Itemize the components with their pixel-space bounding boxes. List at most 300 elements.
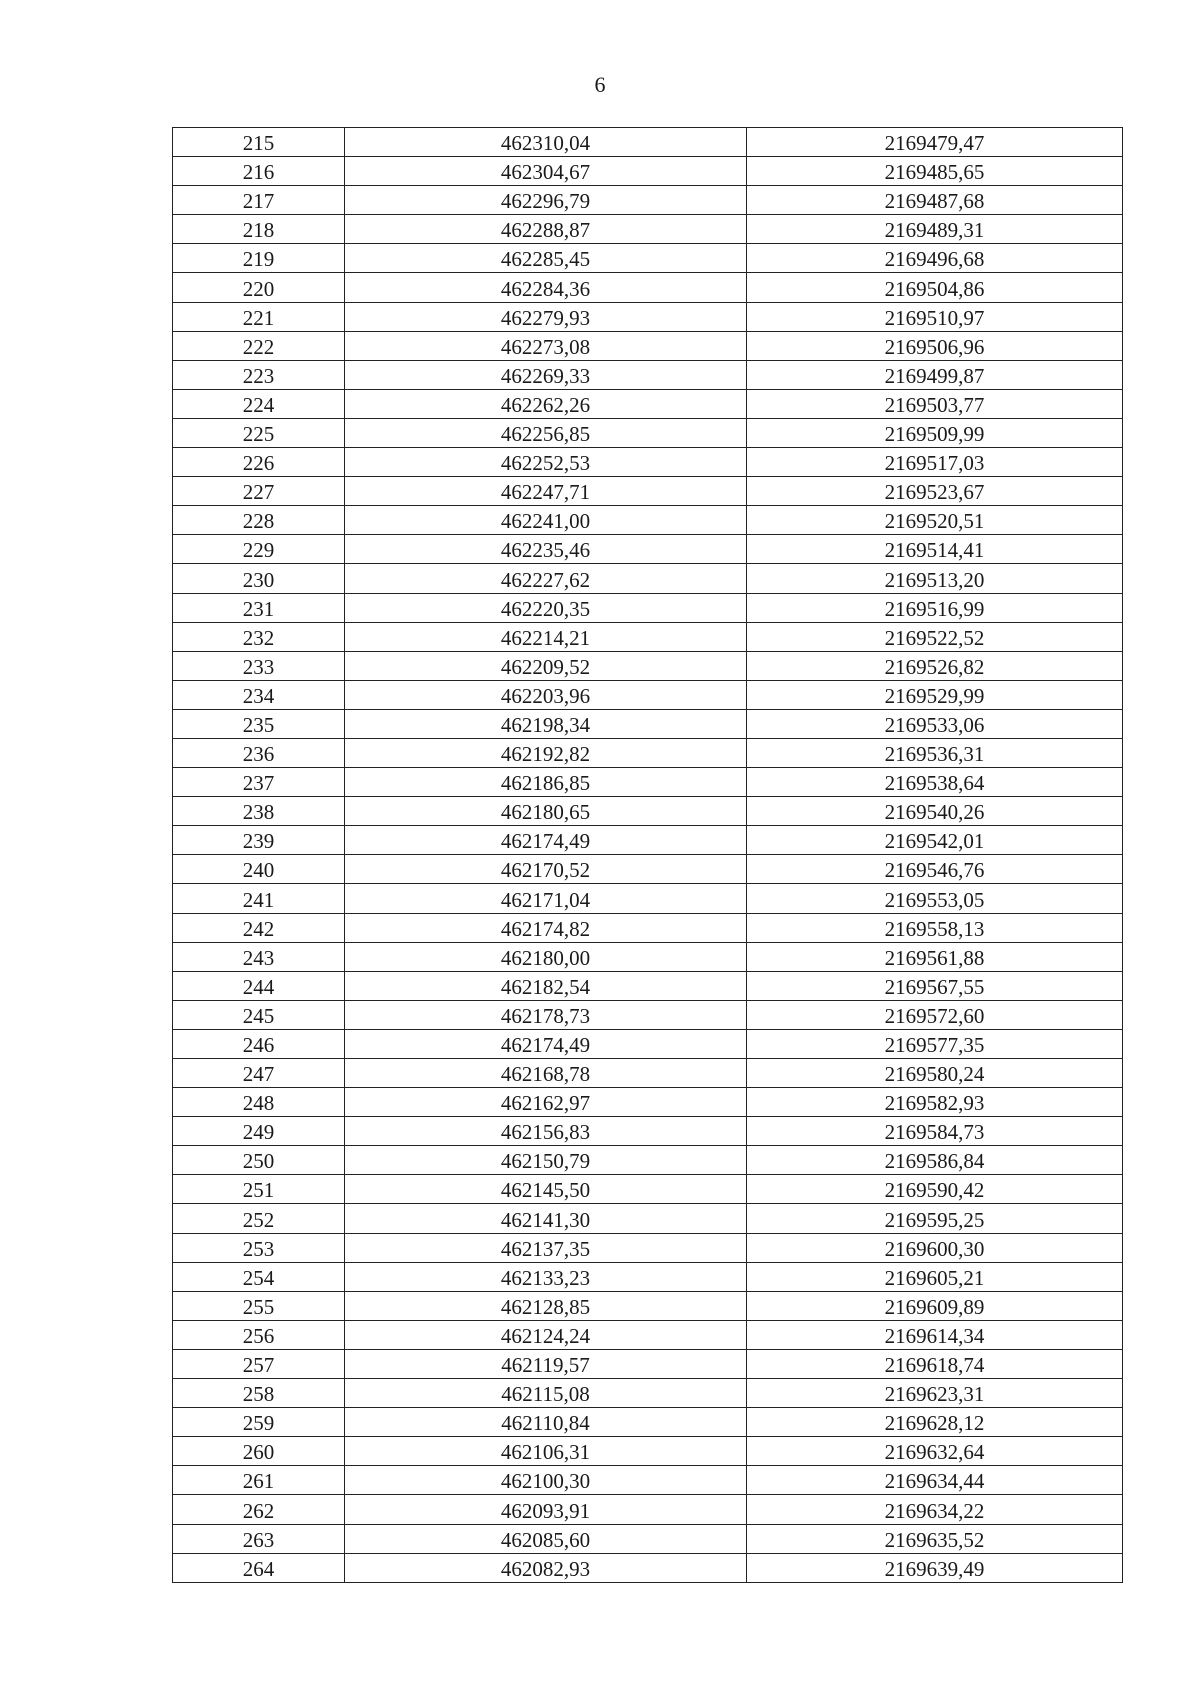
x-coordinate-cell <box>345 244 747 273</box>
point-number-cell-text: 250 <box>242 1149 275 1174</box>
y-coordinate-cell <box>747 1408 1123 1437</box>
point-number-cell-text: 224 <box>242 392 275 417</box>
point-number-cell <box>173 1146 345 1175</box>
x-coordinate-cell <box>345 913 747 942</box>
y-coordinate-cell <box>747 855 1123 884</box>
x-coordinate-cell-text: 462115,08 <box>501 1382 590 1407</box>
point-number-cell-text: 227 <box>242 480 275 505</box>
table-row <box>173 738 1123 767</box>
point-number-cell-text: 222 <box>242 334 275 359</box>
x-coordinate-cell <box>345 1495 747 1524</box>
y-coordinate-cell <box>747 1553 1123 1582</box>
x-coordinate-cell-text: 462162,97 <box>500 1091 591 1116</box>
x-coordinate-cell-text: 462209,52 <box>500 654 591 679</box>
x-coordinate-cell-text: 462241,00 <box>500 509 591 534</box>
point-number-cell <box>173 913 345 942</box>
x-coordinate-cell-text: 462304,67 <box>500 160 591 185</box>
y-coordinate-cell-text: 2169509,99 <box>884 422 985 447</box>
table-row <box>173 1437 1123 1466</box>
table-row <box>173 360 1123 389</box>
table-row <box>173 1117 1123 1146</box>
x-coordinate-cell-text: 462269,33 <box>500 363 591 388</box>
point-number-cell <box>173 1233 345 1262</box>
table-row <box>173 768 1123 797</box>
x-coordinate-cell <box>345 884 747 913</box>
table-row <box>173 1524 1123 1553</box>
y-coordinate-cell-text: 2169628,12 <box>884 1411 985 1436</box>
x-coordinate-cell-text: 462174,49 <box>500 1033 591 1057</box>
table-row <box>173 1175 1123 1204</box>
x-coordinate-cell <box>345 448 747 477</box>
point-number-cell-text: 228 <box>242 509 275 534</box>
x-coordinate-cell <box>345 506 747 535</box>
y-coordinate-cell <box>747 331 1123 360</box>
table-row <box>173 477 1123 506</box>
y-coordinate-cell-text: 2169533,06 <box>884 712 985 737</box>
y-coordinate-cell <box>747 215 1123 244</box>
x-coordinate-cell-text: 462182,54 <box>500 974 591 999</box>
point-number-cell <box>173 1000 345 1029</box>
point-number-cell <box>173 1524 345 1553</box>
point-number-cell-text: 230 <box>242 567 275 592</box>
table-row <box>173 1466 1123 1495</box>
table-row <box>173 1088 1123 1117</box>
point-number-cell <box>173 302 345 331</box>
x-coordinate-cell-text: 462085,60 <box>500 1527 591 1552</box>
x-coordinate-cell-text: 462273,08 <box>500 334 591 359</box>
table-row <box>173 1495 1123 1524</box>
table-row <box>173 1059 1123 1088</box>
point-number-cell-text: 264 <box>242 1556 275 1581</box>
y-coordinate-cell-text: 2169529,99 <box>884 683 985 708</box>
coordinates-table-body <box>173 128 1123 1583</box>
x-coordinate-cell-text: 462279,93 <box>500 305 591 330</box>
table-row <box>173 186 1123 215</box>
x-coordinate-cell-text: 462174,49 <box>500 829 591 854</box>
point-number-cell-text: 234 <box>242 683 275 708</box>
x-coordinate-cell <box>345 273 747 302</box>
x-coordinate-cell-text: 462171,04 <box>500 887 591 912</box>
y-coordinate-cell-text: 2169605,21 <box>884 1265 985 1290</box>
x-coordinate-cell <box>345 535 747 564</box>
table-row <box>173 506 1123 535</box>
y-coordinate-cell-text: 2169499,87 <box>884 363 985 388</box>
y-coordinate-cell <box>747 942 1123 971</box>
x-coordinate-cell <box>345 709 747 738</box>
x-coordinate-cell-text: 462124,24 <box>500 1323 591 1348</box>
table-row <box>173 1408 1123 1437</box>
x-coordinate-cell <box>345 477 747 506</box>
y-coordinate-cell <box>747 418 1123 447</box>
point-number-cell-text: 246 <box>242 1033 275 1057</box>
point-number-cell-text: 215 <box>242 131 275 156</box>
table-row <box>173 418 1123 447</box>
point-number-cell-text: 216 <box>242 160 275 185</box>
x-coordinate-cell-text: 462174,82 <box>500 916 591 941</box>
table-row <box>173 157 1123 186</box>
y-coordinate-cell-text: 2169639,49 <box>884 1556 985 1581</box>
y-coordinate-cell <box>747 535 1123 564</box>
x-coordinate-cell <box>345 1349 747 1378</box>
y-coordinate-cell <box>747 244 1123 273</box>
point-number-cell <box>173 215 345 244</box>
y-coordinate-cell <box>747 128 1123 157</box>
x-coordinate-cell <box>345 1524 747 1553</box>
point-number-cell-text: 253 <box>242 1236 275 1261</box>
table-row <box>173 1291 1123 1320</box>
y-coordinate-cell <box>747 709 1123 738</box>
point-number-cell-text: 229 <box>242 538 275 563</box>
y-coordinate-cell-text: 2169542,01 <box>884 829 985 854</box>
x-coordinate-cell-text: 462110,84 <box>501 1411 590 1436</box>
table-row <box>173 622 1123 651</box>
point-number-cell-text: 247 <box>242 1062 275 1087</box>
point-number-cell-text: 259 <box>242 1411 275 1436</box>
x-coordinate-cell <box>345 1029 747 1058</box>
x-coordinate-cell-text: 462203,96 <box>500 683 591 708</box>
table-row <box>173 651 1123 680</box>
table-row <box>173 535 1123 564</box>
x-coordinate-cell <box>345 1117 747 1146</box>
point-number-cell <box>173 448 345 477</box>
point-number-cell <box>173 826 345 855</box>
x-coordinate-cell <box>345 738 747 767</box>
x-coordinate-cell <box>345 128 747 157</box>
y-coordinate-cell-text: 2169609,89 <box>884 1294 985 1319</box>
y-coordinate-cell <box>747 1320 1123 1349</box>
x-coordinate-cell-text: 462145,50 <box>500 1178 591 1203</box>
point-number-cell-text: 249 <box>242 1120 275 1145</box>
point-number-cell <box>173 1059 345 1088</box>
point-number-cell-text: 242 <box>242 916 275 941</box>
point-number-cell <box>173 1553 345 1582</box>
point-number-cell-text: 262 <box>242 1498 275 1523</box>
x-coordinate-cell <box>345 1466 747 1495</box>
point-number-cell <box>173 1117 345 1146</box>
x-coordinate-cell-text: 462296,79 <box>500 189 591 214</box>
x-coordinate-cell-text: 462141,30 <box>500 1207 591 1232</box>
y-coordinate-cell-text: 2169538,64 <box>884 771 985 796</box>
x-coordinate-cell <box>345 1379 747 1408</box>
y-coordinate-cell <box>747 797 1123 826</box>
x-coordinate-cell-text: 462082,93 <box>500 1556 591 1581</box>
x-coordinate-cell <box>345 1553 747 1582</box>
y-coordinate-cell-text: 2169485,65 <box>884 160 985 185</box>
point-number-cell <box>173 128 345 157</box>
y-coordinate-cell <box>747 1175 1123 1204</box>
point-number-cell-text: 236 <box>242 742 275 767</box>
table-row <box>173 389 1123 418</box>
x-coordinate-cell-text: 462262,26 <box>500 392 591 417</box>
x-coordinate-cell-text: 462285,45 <box>500 247 591 272</box>
y-coordinate-cell-text: 2169618,74 <box>884 1353 985 1378</box>
y-coordinate-cell <box>747 1349 1123 1378</box>
y-coordinate-cell-text: 2169572,60 <box>884 1003 985 1028</box>
x-coordinate-cell <box>345 157 747 186</box>
point-number-cell-text: 256 <box>242 1323 275 1348</box>
point-number-cell <box>173 680 345 709</box>
y-coordinate-cell <box>747 1059 1123 1088</box>
y-coordinate-cell <box>747 1204 1123 1233</box>
x-coordinate-cell-text: 462180,65 <box>500 800 591 825</box>
table-row <box>173 1029 1123 1058</box>
point-number-cell <box>173 506 345 535</box>
x-coordinate-cell <box>345 797 747 826</box>
table-row <box>173 826 1123 855</box>
point-number-cell <box>173 1349 345 1378</box>
y-coordinate-cell <box>747 1379 1123 1408</box>
y-coordinate-cell-text: 2169632,64 <box>884 1440 985 1465</box>
y-coordinate-cell-text: 2169553,05 <box>884 887 985 912</box>
x-coordinate-cell <box>345 1291 747 1320</box>
point-number-cell-text: 252 <box>242 1207 275 1232</box>
x-coordinate-cell-text: 462198,34 <box>500 712 591 737</box>
point-number-cell-text: 258 <box>242 1382 275 1407</box>
table-row <box>173 593 1123 622</box>
y-coordinate-cell-text: 2169634,22 <box>884 1498 985 1523</box>
point-number-cell <box>173 535 345 564</box>
x-coordinate-cell-text: 462093,91 <box>500 1498 591 1523</box>
table-row <box>173 1379 1123 1408</box>
y-coordinate-cell-text: 2169479,47 <box>884 131 985 156</box>
x-coordinate-cell <box>345 1000 747 1029</box>
point-number-cell-text: 257 <box>242 1353 275 1378</box>
x-coordinate-cell <box>345 389 747 418</box>
y-coordinate-cell <box>747 477 1123 506</box>
point-number-cell <box>173 1029 345 1058</box>
point-number-cell-text: 255 <box>242 1294 275 1319</box>
y-coordinate-cell-text: 2169614,34 <box>884 1323 985 1348</box>
x-coordinate-cell <box>345 564 747 593</box>
y-coordinate-cell-text: 2169510,97 <box>884 305 985 330</box>
x-coordinate-cell-text: 462256,85 <box>500 422 591 447</box>
x-coordinate-cell <box>345 971 747 1000</box>
point-number-cell-text: 243 <box>242 945 275 970</box>
y-coordinate-cell-text: 2169526,82 <box>884 654 985 679</box>
point-number-cell <box>173 564 345 593</box>
y-coordinate-cell-text: 2169516,99 <box>884 596 985 621</box>
y-coordinate-cell <box>747 738 1123 767</box>
point-number-cell <box>173 738 345 767</box>
point-number-cell <box>173 622 345 651</box>
point-number-cell-text: 232 <box>242 625 275 650</box>
point-number-cell <box>173 389 345 418</box>
x-coordinate-cell-text: 462247,71 <box>500 480 591 505</box>
x-coordinate-cell-text: 462192,82 <box>500 742 591 767</box>
x-coordinate-cell <box>345 855 747 884</box>
x-coordinate-cell-text: 462180,00 <box>500 945 591 970</box>
point-number-cell-text: 231 <box>242 596 275 621</box>
x-coordinate-cell-text: 462133,23 <box>500 1265 591 1290</box>
table-row <box>173 244 1123 273</box>
table-row <box>173 1146 1123 1175</box>
y-coordinate-cell-text: 2169558,13 <box>884 916 985 941</box>
point-number-cell <box>173 1466 345 1495</box>
point-number-cell <box>173 244 345 273</box>
y-coordinate-cell-text: 2169600,30 <box>884 1236 985 1261</box>
table-row <box>173 797 1123 826</box>
x-coordinate-cell-text: 462106,31 <box>500 1440 591 1465</box>
point-number-cell-text: 233 <box>242 654 275 679</box>
y-coordinate-cell <box>747 302 1123 331</box>
y-coordinate-cell <box>747 1466 1123 1495</box>
y-coordinate-cell <box>747 1495 1123 1524</box>
point-number-cell-text: 240 <box>242 858 275 883</box>
y-coordinate-cell <box>747 1291 1123 1320</box>
y-coordinate-cell-text: 2169582,93 <box>884 1091 985 1116</box>
y-coordinate-cell <box>747 389 1123 418</box>
y-coordinate-cell-text: 2169546,76 <box>884 858 985 883</box>
table-row <box>173 1349 1123 1378</box>
table-row <box>173 1320 1123 1349</box>
table-row <box>173 448 1123 477</box>
x-coordinate-cell <box>345 942 747 971</box>
table-row <box>173 215 1123 244</box>
x-coordinate-cell <box>345 593 747 622</box>
x-coordinate-cell <box>345 1175 747 1204</box>
x-coordinate-cell-text: 462168,78 <box>500 1062 591 1087</box>
table-row <box>173 564 1123 593</box>
point-number-cell <box>173 331 345 360</box>
y-coordinate-cell <box>747 186 1123 215</box>
y-coordinate-cell-text: 2169503,77 <box>884 392 985 417</box>
y-coordinate-cell-text: 2169523,67 <box>884 480 985 505</box>
y-coordinate-cell-text: 2169504,86 <box>884 276 985 301</box>
y-coordinate-cell <box>747 1029 1123 1058</box>
x-coordinate-cell-text: 462128,85 <box>500 1294 591 1319</box>
x-coordinate-cell-text: 462214,21 <box>500 625 591 650</box>
table-row <box>173 855 1123 884</box>
point-number-cell <box>173 797 345 826</box>
x-coordinate-cell-text: 462220,35 <box>500 596 591 621</box>
y-coordinate-cell <box>747 622 1123 651</box>
point-number-cell <box>173 1204 345 1233</box>
point-number-cell <box>173 651 345 680</box>
x-coordinate-cell <box>345 186 747 215</box>
y-coordinate-cell <box>747 506 1123 535</box>
x-coordinate-cell <box>345 826 747 855</box>
table-row <box>173 884 1123 913</box>
point-number-cell <box>173 186 345 215</box>
point-number-cell <box>173 273 345 302</box>
x-coordinate-cell <box>345 1233 747 1262</box>
point-number-cell-text: 218 <box>242 218 275 243</box>
x-coordinate-cell <box>345 1437 747 1466</box>
x-coordinate-cell-text: 462178,73 <box>500 1003 591 1028</box>
y-coordinate-cell <box>747 826 1123 855</box>
point-number-cell-text: 223 <box>242 363 275 388</box>
point-number-cell <box>173 1437 345 1466</box>
table-row <box>173 709 1123 738</box>
table-row <box>173 1233 1123 1262</box>
x-coordinate-cell-text: 462100,30 <box>500 1469 591 1494</box>
y-coordinate-cell <box>747 273 1123 302</box>
point-number-cell <box>173 768 345 797</box>
table-row <box>173 1000 1123 1029</box>
table-row <box>173 913 1123 942</box>
x-coordinate-cell-text: 462310,04 <box>500 131 591 156</box>
y-coordinate-cell <box>747 1262 1123 1291</box>
y-coordinate-cell-text: 2169561,88 <box>884 945 985 970</box>
x-coordinate-cell-text: 462288,87 <box>500 218 591 243</box>
y-coordinate-cell <box>747 564 1123 593</box>
y-coordinate-cell-text: 2169567,55 <box>884 974 985 999</box>
x-coordinate-cell-text: 462119,57 <box>501 1353 590 1378</box>
point-number-cell-text: 254 <box>242 1265 275 1290</box>
x-coordinate-cell <box>345 1262 747 1291</box>
x-coordinate-cell <box>345 1088 747 1117</box>
table-row <box>173 680 1123 709</box>
y-coordinate-cell <box>747 913 1123 942</box>
point-number-cell <box>173 1088 345 1117</box>
x-coordinate-cell <box>345 331 747 360</box>
point-number-cell <box>173 942 345 971</box>
y-coordinate-cell <box>747 884 1123 913</box>
x-coordinate-cell-text: 462170,52 <box>500 858 591 883</box>
point-number-cell <box>173 418 345 447</box>
x-coordinate-cell <box>345 360 747 389</box>
y-coordinate-cell-text: 2169595,25 <box>884 1207 985 1232</box>
y-coordinate-cell-text: 2169487,68 <box>884 189 985 214</box>
point-number-cell <box>173 1379 345 1408</box>
point-number-cell <box>173 1175 345 1204</box>
y-coordinate-cell-text: 2169517,03 <box>884 451 985 476</box>
y-coordinate-cell-text: 2169540,26 <box>884 800 985 825</box>
table-row <box>173 302 1123 331</box>
x-coordinate-cell <box>345 1059 747 1088</box>
page-number: 6 <box>594 72 606 97</box>
point-number-cell-text: 241 <box>242 887 275 912</box>
point-number-cell-text: 248 <box>242 1091 275 1116</box>
x-coordinate-cell <box>345 651 747 680</box>
x-coordinate-cell <box>345 1204 747 1233</box>
point-number-cell-text: 245 <box>242 1003 275 1028</box>
y-coordinate-cell <box>747 768 1123 797</box>
x-coordinate-cell-text: 462186,85 <box>500 771 591 796</box>
y-coordinate-cell-text: 2169522,52 <box>884 625 985 650</box>
table-row <box>173 273 1123 302</box>
y-coordinate-cell-text: 2169514,41 <box>884 538 985 563</box>
y-coordinate-cell-text: 2169506,96 <box>884 334 985 359</box>
y-coordinate-cell-text: 2169496,68 <box>884 247 985 272</box>
table-row <box>173 1204 1123 1233</box>
x-coordinate-cell <box>345 680 747 709</box>
x-coordinate-cell-text: 462284,36 <box>500 276 591 301</box>
y-coordinate-cell <box>747 1437 1123 1466</box>
point-number-cell-text: 251 <box>242 1178 275 1203</box>
y-coordinate-cell-text: 2169634,44 <box>884 1469 985 1494</box>
y-coordinate-cell <box>747 680 1123 709</box>
x-coordinate-cell-text: 462137,35 <box>500 1236 591 1261</box>
y-coordinate-cell <box>747 971 1123 1000</box>
y-coordinate-cell <box>747 651 1123 680</box>
point-number-cell <box>173 477 345 506</box>
point-number-cell-text: 235 <box>242 712 275 737</box>
point-number-cell <box>173 1320 345 1349</box>
table-row <box>173 331 1123 360</box>
y-coordinate-cell-text: 2169513,20 <box>884 567 985 592</box>
point-number-cell <box>173 1495 345 1524</box>
y-coordinate-cell-text: 2169584,73 <box>884 1120 985 1145</box>
x-coordinate-cell <box>345 1408 747 1437</box>
x-coordinate-cell <box>345 622 747 651</box>
y-coordinate-cell-text: 2169520,51 <box>884 509 985 534</box>
point-number-cell-text: 237 <box>242 771 275 796</box>
x-coordinate-cell <box>345 1146 747 1175</box>
x-coordinate-cell <box>345 1320 747 1349</box>
point-number-cell-text: 260 <box>242 1440 275 1465</box>
point-number-cell <box>173 157 345 186</box>
